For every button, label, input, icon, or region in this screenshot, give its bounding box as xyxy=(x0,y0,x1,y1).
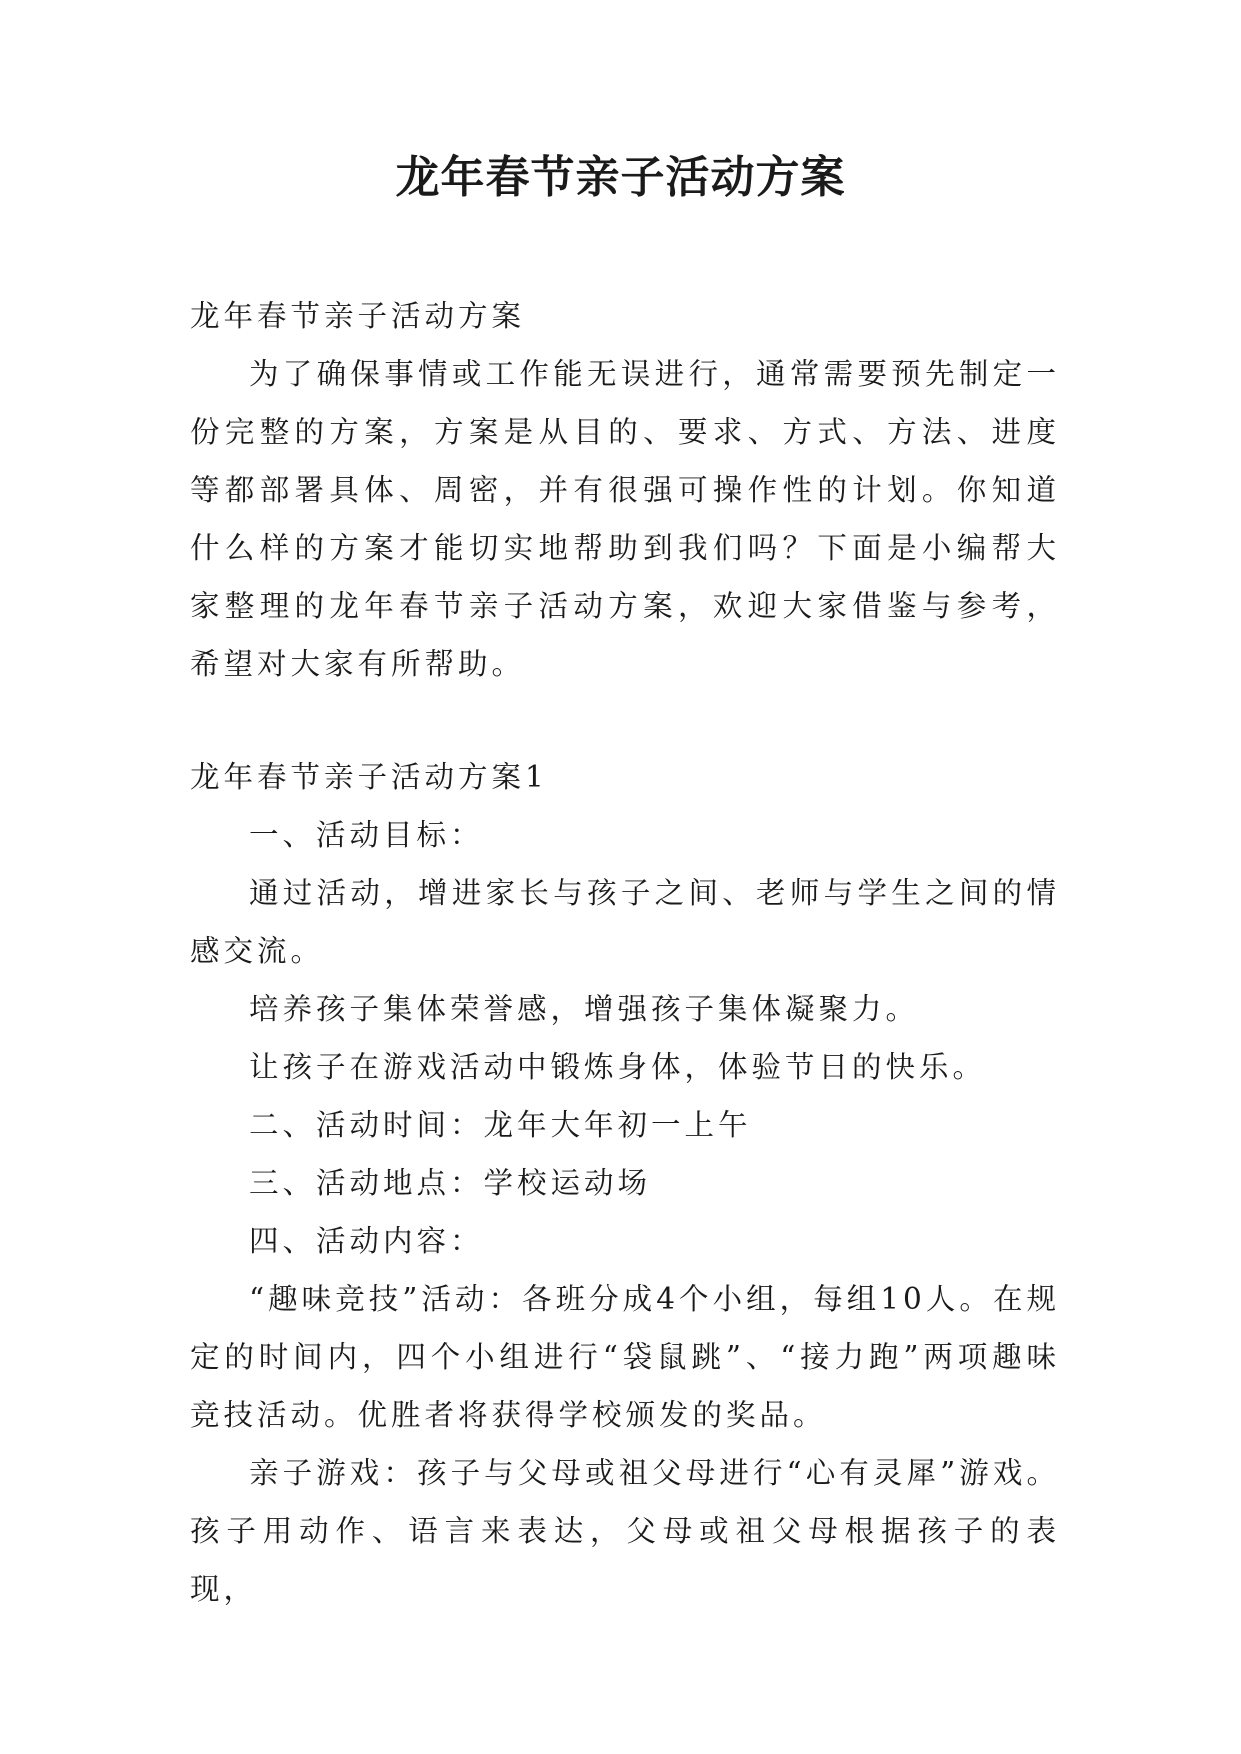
activity-time: 二、活动时间：龙年大年初一上午 xyxy=(249,1108,752,1142)
goal-item: 培养孩子集体荣誉感，增强孩子集体凝聚力。 xyxy=(249,992,920,1026)
goal-item: 让孩子在游戏活动中锻炼身体，体验节日的快乐。 xyxy=(249,1050,987,1084)
content-heading: 四、活动内容： xyxy=(249,1224,484,1258)
content-paragraph: 亲子游戏：孩子与父母或祖父母进行“心有灵犀”游戏。孩子用动作、语言来表达，父母或祖父母根据孩子的表现， xyxy=(190,1456,1060,1606)
section-heading: 龙年春节亲子活动方案1 xyxy=(190,760,548,794)
document-title: 龙年春节亲子活动方案 xyxy=(395,152,846,203)
goal-item: 通过活动，增进家长与孩子之间、老师与学生之间的情感交流。 xyxy=(190,876,1060,968)
content-paragraph: “趣味竞技”活动：各班分成4个小组，每组10人。在规定的时间内，四个小组进行“袋鼠跳”、“接力跑”两项趣味竞技活动。优胜者将获得学校颁发的奖品。 xyxy=(190,1282,1060,1432)
section-spacer xyxy=(190,693,1060,748)
document-body xyxy=(190,287,1060,1618)
intro-paragraph: 为了确保事情或工作能无误进行，通常需要预先制定一份完整的方案，方案是从目的、要求、方式、方法、进度等都部署具体、周密，并有很强可操作性的计划。你知道什么样的方案才能切实地帮助到我们吗？下面是小编帮大家整理的龙年春节亲子活动方案，欢迎大家借鉴与参考，希望对大家有所帮助。 xyxy=(190,357,1060,681)
goal-heading: 一、活动目标： xyxy=(249,818,484,852)
intro-heading: 龙年春节亲子活动方案 xyxy=(190,299,526,333)
activity-place: 三、活动地点：学校运动场 xyxy=(249,1166,652,1200)
